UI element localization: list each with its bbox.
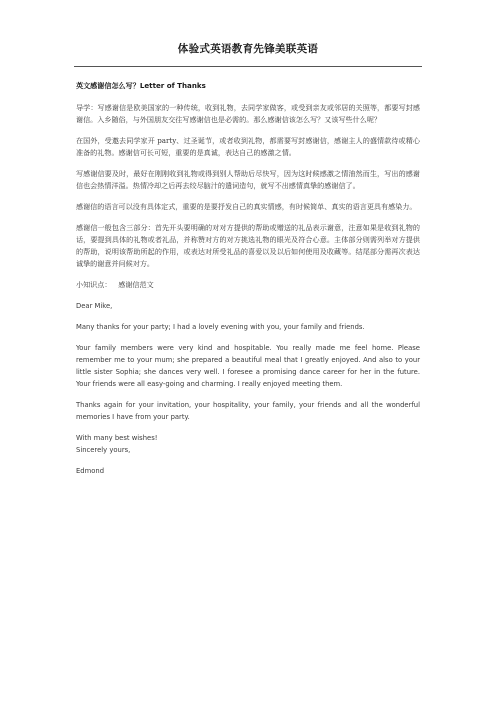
intro-paragraph: 导学：写感谢信是欧美国家的一种传统，收到礼物，去同学家做客，或受到亲友或邻居的关照等，都要写封感谢信。入乡随俗，与外国朋友交往写感谢信也是必需的。那么感谢信该怎么写？又该写些什么呢？ [76, 103, 420, 124]
letter-paragraph-1: Many thanks for your party; I had a lovely evening with you, your family and friends. [76, 323, 365, 331]
letter-salutation: Dear Mike, [76, 302, 113, 310]
sample-letter [76, 300, 420, 477]
letter-paragraph-3: Thanks again for your invitation, your hospitality, your family, your friends and all the wonderful memories I have from your party. [76, 401, 420, 421]
letter-signature: Edmond [76, 467, 105, 475]
letter-closing-wish: With many best wishes! [76, 434, 158, 442]
article-body [76, 80, 420, 486]
header-divider [74, 66, 422, 67]
letter-closing: Sincerely yours, [76, 446, 131, 454]
article-heading-cn: 英文感谢信怎么写？ [76, 81, 140, 90]
letter-paragraph-2: Your family members were very kind and hospitable. You really made me feel home. Please remember me to your mum; she prepared a beautiful meal that I greatly enjoyed. And also to your little sister Sophia; she dances very well. I foresee a promising dance career for her in the future. Your friends were all easy-going and charming. I really enjoyed meeting them. [76, 344, 420, 388]
tip-line: 小知识点： 感谢信范文 [76, 280, 154, 289]
body-paragraph-2: 写感谢信要及时，最好在刚刚收到礼物或得到别人帮助后尽快写，因为这时候感激之情油然而生，写出的感谢信也会热情洋溢。热情冷却之后再去绞尽脑汁的遣词造句，就写不出感情真挚的感谢信了。 [76, 169, 420, 190]
article-heading [76, 80, 420, 92]
body-paragraph-3: 感谢信的语言可以没有具体定式，重要的是要抒发自己的真实情感，有时候简单、真实的语言更具有感染力。 [76, 202, 417, 211]
page-header-title: 体验式英语教育先锋美联英语 [177, 43, 319, 55]
body-paragraph-4: 感谢信一般包含三部分：首先开头要明确的对对方提供的帮助或赠送的礼品表示谢意，注意如果是收到礼物的话，要提到具体的礼物或者礼品，并称赞对方的对方挑选礼物的眼光及符合心意。主体部分则需列举对方提供的帮助，说明该帮助所起的作用，或表达对所受礼品的喜爱以及以后如何使用及收藏等。结尾部分需再次表达诚挚的谢意并问候对方。 [76, 223, 420, 268]
body-paragraph-1: 在国外，受邀去同学家开 party、过圣诞节，或者收到礼物，都需要写封感谢信，感谢主人的盛情款待或精心准备的礼物。感谢信可长可短，重要的是真诚，表达自己的感激之情。 [76, 136, 420, 157]
article-heading-en: Letter of Thanks [139, 81, 206, 90]
